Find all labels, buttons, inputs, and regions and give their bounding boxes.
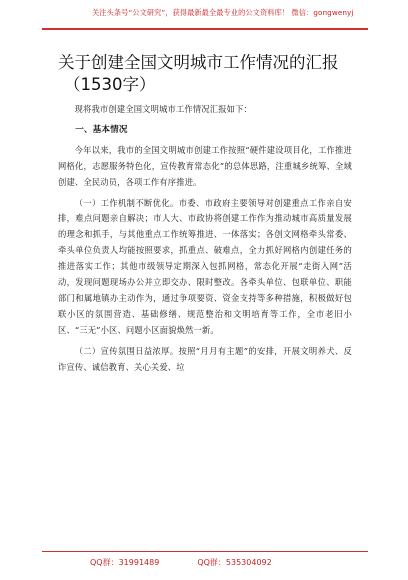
body-paragraph-3: （二）宣传氛围日益浓厚。按照“月月有主题”的安排，开展文明养犬、反诈宣传、诚信教育、关心关爱、垃: [58, 345, 352, 372]
promo-banner: 关注头条号“公文研究”，获得最新最全最专业的公文资料库！ 微信：gongwenyj: [92, 8, 354, 17]
body-paragraph-2: （一）工作机制不断优化。市委、市政府主要领导对创建重点工作亲自安排，难点问题亲自解决；市人大、市政协将创建工作作为推动城市高质量发展的理念和抓手，与其他重点工作统筹推进、一体落实；各创文网格牵头常委、牵头单位负责人均能按照要求，抓重点、破难点，全力抓好网格内创建任务的推进落实工作；其他市级领导定期深入包抓网格，常态化开展“走街入网”活动，发现问题现场办公并立即交办、限时整改。各牵头单位、包联单位、职能部门和属地镇办主动作为，通过争项要资、资金支持等多种措施，积极做好包联小区的氛围营造、基础修缮、规范整治和文明培育等工作，全市老旧小区、“三无”小区、问题小区面貌焕然一新。: [58, 197, 352, 335]
qq-group-2: QQ群：535304092: [197, 558, 272, 567]
title-line-1: 关于创建全国文明城市工作情况的汇报: [58, 53, 339, 72]
title-line-2: （1530字）: [64, 75, 156, 94]
document-body: [58, 102, 352, 381]
footer-divider: [42, 551, 368, 552]
document-title: [58, 52, 358, 96]
intro-paragraph: 现将我市创建全国文明城市工作情况汇报如下：: [74, 104, 252, 114]
qq-group-1: QQ群：31991489: [90, 558, 160, 567]
header-divider: [42, 28, 368, 30]
body-paragraph-1: 今年以来，我市的全国文明城市创建工作按照“硬件建设项目化，工作推进网格化，志愿服务特色化，宣传教育常态化”的总体思路，注重城乡统筹、全域创建、全民动员，各项工作有序推进。: [58, 144, 352, 187]
footer: [90, 557, 320, 568]
section-heading: 一、基本情况: [75, 124, 128, 135]
